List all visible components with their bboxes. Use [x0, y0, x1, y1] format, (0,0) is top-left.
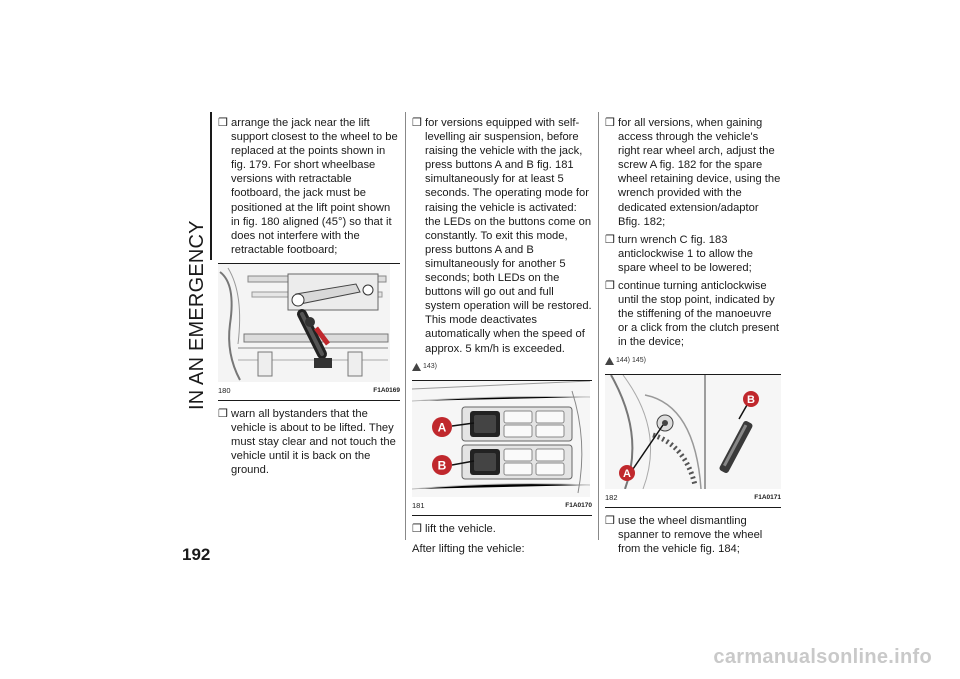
instruction-text: for all versions, when gaining access through the vehicle's right rear wheel arch, adjust the screw A fig. 182 for the spare wheel retaining device, using the wrench provided with the dedicated extension/adaptor Bfig. 182;	[618, 117, 781, 228]
instruction-text: turn wrench C fig. 183 anticlockwise 1 to allow the spare wheel to be lowered;	[618, 233, 753, 274]
bullet-box-icon: ❒	[605, 514, 616, 527]
column-divider-2	[598, 112, 599, 540]
footer-watermark: carmanualsonline.info	[713, 646, 932, 668]
list-item	[218, 116, 400, 257]
jack-illustration	[218, 264, 390, 382]
figure-code: F1A0170	[565, 501, 592, 509]
bullet-box-icon: ❒	[605, 280, 616, 293]
list-item	[605, 116, 781, 229]
warning-reference: 143)	[412, 360, 592, 374]
callout-a: A	[437, 420, 447, 435]
list-item	[605, 514, 781, 556]
spare-wheel-illustration	[605, 375, 781, 489]
callout-a: A	[623, 467, 631, 480]
figure-number: 182	[605, 492, 618, 502]
bullet-box-icon: ❒	[412, 117, 423, 129]
instruction-text: lift the vehicle.	[425, 522, 496, 535]
figure-code: F1A0171	[754, 493, 781, 501]
bullet-box-icon: ❒	[412, 522, 423, 535]
page-number: 192	[182, 545, 211, 564]
bullet-box-icon: ❒	[218, 117, 229, 129]
bullet-box-icon: ❒	[605, 233, 616, 246]
column-1	[218, 116, 400, 482]
list-item	[218, 407, 400, 477]
figure-180	[218, 263, 400, 401]
instruction-text: use the wheel dismantling spanner to remove the wheel from the vehicle fig. 184;	[618, 514, 763, 555]
section-rule	[210, 112, 212, 260]
list-item	[605, 233, 781, 275]
figure-181	[412, 380, 592, 516]
section-title: IN AN EMERGENCY	[186, 220, 208, 410]
list-item	[412, 522, 592, 536]
callout-b: B	[437, 458, 447, 473]
column-2	[412, 116, 592, 556]
warning-triangle-icon	[605, 357, 614, 365]
list-item	[605, 279, 781, 349]
instruction-text: arrange the jack near the lift support closest to the wheel to be replaced at the points shown in fig. 179. For short wheelbase versions with retractable footboard, the jack must be positioned at the lift point shown in fig. 180 aligned (45°) so that it does not interfere with the retractable footboard;	[231, 117, 398, 256]
list-item	[412, 116, 592, 356]
bullet-box-icon: ❒	[218, 408, 229, 421]
instruction-text: continue turning anticlockwise until the stop point, indicated by the stiffening of the manoeuvre or a click from the clutch present in the device;	[618, 280, 780, 349]
warning-triangle-icon	[412, 363, 421, 371]
suspension-buttons-illustration	[412, 381, 590, 497]
instruction-text: warn all bystanders that the vehicle is about to be lifted. They must stay clear and not touch the vehicle until it is back on the ground.	[231, 408, 396, 477]
instruction-text: for versions equipped with self-levelling air suspension, before raising the vehicle with the jack, press buttons A and B fig. 181 simultaneously for at least 5 seconds. The operating mode for raising the vehicle is activated: the LEDs on the buttons come on constantly. To exit this mode, press buttons A and B simultaneously for another 5 seconds; both LEDs on the buttons will go out and full system operation will be restored. This mode deactivates automatically when the speed of approx. 5 km/h is exceeded.	[425, 117, 592, 355]
figure-182	[605, 374, 781, 508]
column-3	[605, 116, 781, 560]
figure-number: 180	[218, 385, 231, 395]
column-divider-1	[405, 112, 406, 540]
figure-number: 181	[412, 500, 425, 510]
figure-code: F1A0169	[373, 386, 400, 394]
paragraph: After lifting the vehicle:	[412, 542, 525, 555]
bullet-box-icon: ❒	[605, 117, 616, 129]
callout-b: B	[747, 393, 755, 406]
warning-reference: 144) 145)	[605, 354, 781, 368]
